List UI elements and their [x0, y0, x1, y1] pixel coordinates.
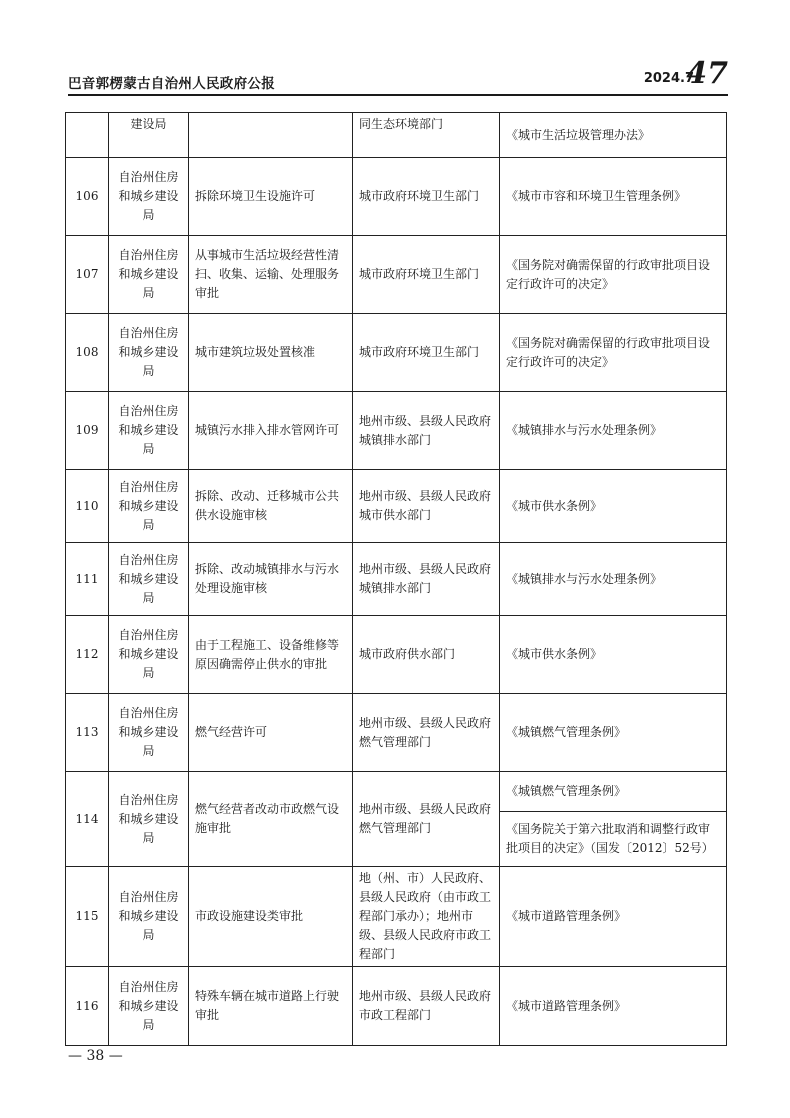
department-cell: 自治州住房和城乡建设局 — [109, 772, 189, 867]
item-number — [66, 113, 109, 158]
page-header — [68, 58, 728, 98]
implementing-body-cell: 城市政府供水部门 — [353, 616, 500, 694]
table-row — [66, 616, 727, 694]
legal-basis-cell: 《城市供水条例》 — [500, 470, 727, 543]
item-number: 112 — [66, 616, 109, 694]
implementing-body-cell: 地州市级、县级人民政府城镇排水部门 — [353, 392, 500, 470]
department-cell: 自治州住房和城乡建设局 — [109, 867, 189, 967]
item-name-cell: 从事城市生活垃圾经营性清扫、收集、运输、处理服务审批 — [189, 236, 353, 314]
item-name-cell: 燃气经营许可 — [189, 694, 353, 772]
table-row — [66, 694, 727, 772]
item-name-cell: 城镇污水排入排水管网许可 — [189, 392, 353, 470]
item-name-cell: 拆除、改动城镇排水与污水处理设施审核 — [189, 543, 353, 616]
publication-title: 巴音郭楞蒙古自治州人民政府公报 — [68, 76, 275, 92]
header-divider — [68, 94, 728, 96]
table-row — [66, 772, 727, 812]
table-row — [66, 236, 727, 314]
table-row — [66, 392, 727, 470]
legal-basis-cell: 《城镇排水与污水处理条例》 — [500, 392, 727, 470]
item-name-cell: 市政设施建设类审批 — [189, 867, 353, 967]
item-name-cell: 由于工程施工、设备维修等原因确需停止供水的审批 — [189, 616, 353, 694]
implementing-body-cell: 城市政府环境卫生部门 — [353, 158, 500, 236]
item-number: 116 — [66, 967, 109, 1046]
legal-basis-cell: 《城市生活垃圾管理办法》 — [500, 113, 727, 158]
item-number: 115 — [66, 867, 109, 967]
legal-basis-cell: 《城镇排水与污水处理条例》 — [500, 543, 727, 616]
table-row-continued — [66, 113, 727, 158]
implementing-body-cell: 地州市级、县级人民政府城市供水部门 — [353, 470, 500, 543]
legal-basis-cell: 《城镇燃气管理条例》 — [500, 694, 727, 772]
item-number: 113 — [66, 694, 109, 772]
table-row — [66, 543, 727, 616]
item-number: 114 — [66, 772, 109, 867]
implementing-body-cell: 地州市级、县级人民政府燃气管理部门 — [353, 694, 500, 772]
issue-date: 2024.7 — [643, 71, 694, 86]
department-cell: 自治州住房和城乡建设局 — [109, 694, 189, 772]
item-name-cell: 燃气经营者改动市政燃气设施审批 — [189, 772, 353, 867]
approval-items-table — [65, 112, 727, 1046]
table-row — [66, 967, 727, 1046]
implementing-body-cell: 地州市级、县级人民政府燃气管理部门 — [353, 772, 500, 867]
legal-basis-cell: 《国务院对确需保留的行政审批项目设定行政许可的决定》 — [500, 236, 727, 314]
legal-basis-cell: 《城市道路管理条例》 — [500, 867, 727, 967]
department-cell: 建设局 — [109, 113, 189, 158]
implementing-body-cell: 城市政府环境卫生部门 — [353, 236, 500, 314]
legal-basis-cell: 《城市供水条例》 — [500, 616, 727, 694]
issue-number: 47 — [686, 56, 728, 91]
implementing-body-cell: 地州市级、县级人民政府市政工程部门 — [353, 967, 500, 1046]
implementing-body-cell: 同生态环境部门 — [353, 113, 500, 158]
department-cell: 自治州住房和城乡建设局 — [109, 314, 189, 392]
legal-basis-cell: 《城市道路管理条例》 — [500, 967, 727, 1046]
implementing-body-cell: 地州市级、县级人民政府城镇排水部门 — [353, 543, 500, 616]
department-cell: 自治州住房和城乡建设局 — [109, 543, 189, 616]
item-number: 108 — [66, 314, 109, 392]
department-cell: 自治州住房和城乡建设局 — [109, 236, 189, 314]
legal-basis-cell: 《国务院关于第六批取消和调整行政审批项目的决定》（国发〔2012〕52号） — [500, 812, 727, 867]
item-name-cell: 拆除、改动、迁移城市公共供水设施审核 — [189, 470, 353, 543]
table-row — [66, 867, 727, 967]
table-row — [66, 314, 727, 392]
page-number: — 38 — — [68, 1048, 123, 1064]
department-cell: 自治州住房和城乡建设局 — [109, 158, 189, 236]
item-number: 110 — [66, 470, 109, 543]
department-cell: 自治州住房和城乡建设局 — [109, 392, 189, 470]
department-cell: 自治州住房和城乡建设局 — [109, 967, 189, 1046]
item-number: 106 — [66, 158, 109, 236]
item-number: 107 — [66, 236, 109, 314]
item-number: 111 — [66, 543, 109, 616]
table-row — [66, 158, 727, 236]
legal-basis-cell: 《国务院对确需保留的行政审批项目设定行政许可的决定》 — [500, 314, 727, 392]
department-cell: 自治州住房和城乡建设局 — [109, 470, 189, 543]
implementing-body-cell: 地（州、市）人民政府、县级人民政府（由市政工程部门承办）；地州市级、县级人民政府市政工程部门 — [353, 867, 500, 967]
item-name-cell: 特殊车辆在城市道路上行驶审批 — [189, 967, 353, 1046]
item-number: 109 — [66, 392, 109, 470]
department-cell: 自治州住房和城乡建设局 — [109, 616, 189, 694]
item-name-cell — [189, 113, 353, 158]
implementing-body-cell: 城市政府环境卫生部门 — [353, 314, 500, 392]
table-row — [66, 470, 727, 543]
item-name-cell: 拆除环境卫生设施许可 — [189, 158, 353, 236]
legal-basis-cell: 《城镇燃气管理条例》 — [500, 772, 727, 812]
item-name-cell: 城市建筑垃圾处置核准 — [189, 314, 353, 392]
legal-basis-cell: 《城市市容和环境卫生管理条例》 — [500, 158, 727, 236]
